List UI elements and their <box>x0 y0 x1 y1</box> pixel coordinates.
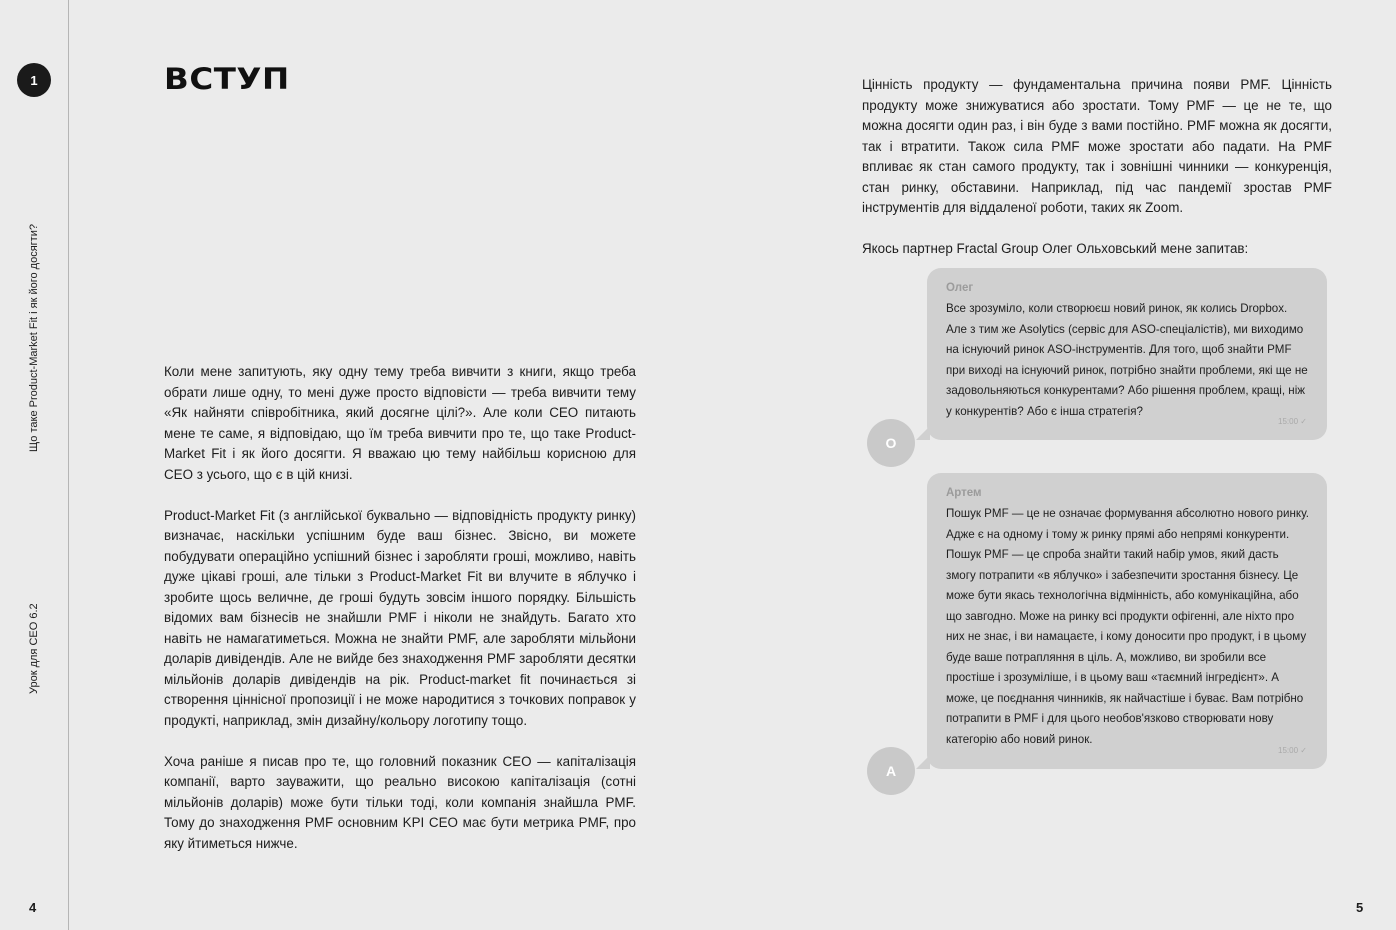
paragraph: Хоча раніше я писав про те, що головний показник CEO — капіталізація компанії, варто зауважити, що реально високою капіталізація (сотні мільйонів доларів) може бути тільки тоді, коли компанія знайшла PMF. Тому до знаходження PMF основним KPI CEO має бути метрика PMF, про яку йтиметься нижче. <box>164 753 636 851</box>
page-number-left: 4 <box>29 900 37 915</box>
paragraph: Коли мене запитують, яку одну тему треба вивчити з книги, якщо треба обрати лише одну, то мені дуже просто відповісти — треба вивчити тему «Як найняти співробітника, який досягне цілі?». Але коли CEO питають мене те саме, я відповідаю, що їм треба вивчити про те, що таке Product-Market Fit і як його досягти. Я вважаю цю тему найбільш корисною для CEO з усього, що є в цій книзі. <box>164 364 636 482</box>
double-check-icon: ✓ <box>1300 417 1307 426</box>
double-check-icon: ✓ <box>1300 746 1307 755</box>
chapter-title-vertical: Що таке Product-Market Fit і як його досягти? <box>28 224 40 452</box>
right-column <box>862 75 1332 239</box>
avatar: О <box>867 419 915 467</box>
chapter-number-badge: 1 <box>17 63 51 97</box>
paragraph: Product-Market Fit (з англійської буквально — відповідність продукту ринку) визначає, наскільки успішним буде ваш бізнес. Звісно, ви можете побудувати операційно успішний бізнес і заробляти гроші, можливо, навіть дуже цікаві гроші, але тільки з Product-Market Fit ви влучите в яблучко і зробите щось величне, де гроші будуть зовсім іншого порядку. Більшість відомих вам бізнесів не знайшли PMF і ніколи не знайдуть. Багато хто навіть не намагатиметься. Можна не знайти PMF, але заробляти мільйони доларів дивідендів. Але не вийде без знаходження PMF заробляти десятки мільйонів доларів дивідендів на рік. Product-market fit починається зі створення ціннісної пропозиції і не може народитися з точкових поправок у продукті, наприклад, змін дизайну/кольору логотипу тощо. <box>164 507 636 728</box>
chat-sender-name: Олег <box>946 282 974 294</box>
page-number-right: 5 <box>1356 900 1364 915</box>
chat-bubble <box>927 473 1327 769</box>
chat-time: 15:00 ✓ <box>1278 417 1307 426</box>
left-column <box>164 362 636 875</box>
chat-message: Все зрозуміло, коли створюєш новий ринок, як колись Dropbox. Але з тим же Asolytics (сервіс для ASO-спеціалістів), ми виходимо на існуючий ринок ASO-інструментів. Для того, щоб знайти PMF при виході на існуючий ринок, потрібно знайти проблеми, які ще не задовольняються конкурентами? Або рішення проблем, кращі, ніж у конкурентів? Або є інша стратегія? <box>946 302 1308 418</box>
avatar: А <box>867 747 915 795</box>
chat-message: Пошук PMF — це не означає формування абсолютно нового ринку. Адже є на одному і тому ж ринку прямі або непрямі конкуренти. Пошук PMF — це спроба знайти такий набір умов, який дасть змогу потрапити «в яблучко» і забезпечити зростання бізнесу. Це може бути якась технологічна відмінність, або комунікаційна, або що завгодно. Може на ринку всі продукти офігенні, але ніхто про них не знає, і ви намацаєте, і кому доносити про продукт, і в цьому буде ваше потрапляння в ціль. А, можливо, ви зробили все простіше і зрозуміліше, і в цьому ваш «таємний інгредієнт». А може, це поєднання чинників, як найчастіше і буває. Вам потрібно потрапити в PMF і для цього необов'язково створювати нову категорію або новий ринок. <box>946 507 1309 746</box>
chat-intro: Якось партнер Fractal Group Олег Ольховський мене запитав: <box>862 241 1249 256</box>
paragraph: Цінність продукту — фундаментальна причина появи PMF. Цінність продукту може знижуватися або зростати. Тому PMF — це не те, що можна досягти один раз, і він буде з вами постійно. PMF можна як досягти, так і втратити. Також сила PMF може зростати або падати. На PMF впливає як стан самого продукту, так і зовнішні чинники — конкуренція, стан ринку, обставини. Наприклад, під час пандемії зростав PMF інструментів для віддаленої роботи, таких як Zoom. <box>862 77 1332 215</box>
chat-sender-name: Артем <box>946 487 982 499</box>
lesson-label-vertical: Урок для CEO 6.2 <box>28 603 40 694</box>
chat-time: 15:00 ✓ <box>1278 746 1307 755</box>
sidebar-divider <box>68 0 69 930</box>
section-title: ВСТУП <box>164 62 290 96</box>
chat-bubble <box>927 268 1327 440</box>
